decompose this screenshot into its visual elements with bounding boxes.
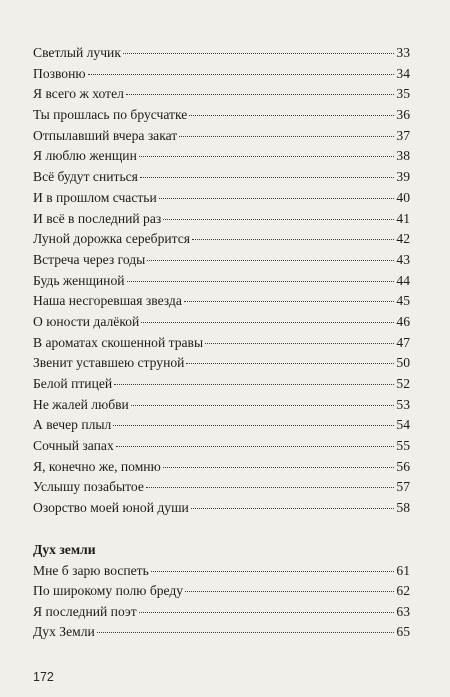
- toc-entry-page: 50: [396, 355, 410, 371]
- toc-section-2: [33, 561, 410, 643]
- section-spacer: [33, 519, 410, 539]
- toc-entry-page: 38: [396, 148, 410, 164]
- toc-entry: [33, 498, 410, 519]
- toc-entry-title: Встреча через годы: [33, 251, 146, 267]
- toc-entry-title: А вечер плыл: [33, 417, 112, 433]
- dot-leader: [184, 301, 395, 302]
- toc-entry-title: Луной дорожка серебрится: [33, 231, 191, 247]
- toc-entry: [33, 415, 410, 436]
- toc-entry: [33, 250, 410, 271]
- toc-entry: [33, 126, 410, 147]
- toc-entry-title: По широкому полю бреду: [33, 583, 184, 599]
- toc-entry: [33, 105, 410, 126]
- toc-entry: [33, 457, 410, 478]
- toc-entry-page: 54: [396, 417, 410, 433]
- page-number: 172: [33, 670, 54, 684]
- toc-entry: [33, 291, 410, 312]
- dot-leader: [116, 446, 395, 447]
- toc-entry-title: Ты прошлась по брусчатке: [33, 107, 188, 123]
- toc-entry-title: В ароматах скошенной травы: [33, 334, 204, 350]
- toc-entry-page: 34: [396, 65, 410, 81]
- toc-entry: [33, 395, 410, 416]
- toc-entry-page: 47: [396, 334, 410, 350]
- toc-section-1: [33, 43, 410, 519]
- dot-leader: [126, 94, 394, 95]
- dot-leader: [192, 239, 394, 240]
- dot-leader: [159, 198, 395, 199]
- toc-entry: [33, 477, 410, 498]
- toc-entry-title: Я последний поэт: [33, 603, 137, 619]
- dot-leader: [191, 508, 395, 509]
- toc-entry-page: 62: [396, 583, 410, 599]
- toc-entry-page: 43: [396, 251, 410, 267]
- toc-entry: [33, 581, 410, 602]
- dot-leader: [179, 136, 394, 137]
- toc-entry-page: 61: [396, 562, 410, 578]
- toc-entry: [33, 436, 410, 457]
- toc-entry-title: Я люблю женщин: [33, 148, 137, 164]
- dot-leader: [139, 156, 395, 157]
- toc-entry-title: Мне б зарю воспеть: [33, 562, 149, 578]
- dot-leader: [163, 219, 394, 220]
- table-of-contents: [33, 43, 410, 643]
- toc-entry-title: Дух Земли: [33, 624, 95, 640]
- toc-entry: [33, 64, 410, 85]
- toc-entry: [33, 188, 410, 209]
- toc-entry-title: И всё в последний раз: [33, 210, 162, 226]
- toc-entry: [33, 146, 410, 167]
- toc-entry: [33, 43, 410, 64]
- toc-entry-title: Отпылавший вчера закат: [33, 127, 178, 143]
- toc-entry-title: Всё будут сниться: [33, 169, 138, 185]
- dot-leader: [146, 487, 395, 488]
- toc-entry-page: 33: [396, 45, 410, 60]
- toc-entry-page: 53: [396, 396, 410, 412]
- toc-entry-page: 63: [396, 603, 410, 619]
- toc-entry-page: 41: [396, 210, 410, 226]
- dot-leader: [185, 591, 394, 592]
- toc-entry-title: Будь женщиной: [33, 272, 125, 288]
- toc-entry-title: О юности далёкой: [33, 313, 140, 329]
- toc-entry-page: 37: [396, 127, 410, 143]
- toc-entry: [33, 271, 410, 292]
- toc-entry: [33, 167, 410, 188]
- toc-entry-title: Я, конечно же, помню: [33, 458, 161, 474]
- toc-entry-page: 40: [396, 189, 410, 205]
- toc-entry-page: 57: [396, 479, 410, 495]
- toc-entry-page: 36: [396, 107, 410, 123]
- toc-entry-title: Светлый лучик: [33, 45, 121, 60]
- dot-leader: [186, 363, 394, 364]
- toc-entry-page: 35: [396, 86, 410, 102]
- dot-leader: [139, 612, 395, 613]
- dot-leader: [140, 177, 394, 178]
- toc-entry: [33, 229, 410, 250]
- dot-leader: [131, 405, 395, 406]
- toc-entry-title: Сочный запах: [33, 438, 114, 454]
- toc-entry: [33, 602, 410, 623]
- toc-entry-page: 45: [396, 293, 410, 309]
- toc-entry-page: 42: [396, 231, 410, 247]
- toc-entry-title: Наша несгоревшая звезда: [33, 293, 182, 309]
- toc-entry-page: 58: [396, 500, 410, 516]
- toc-entry: [33, 333, 410, 354]
- toc-entry-title: Услышу позабытое: [33, 479, 144, 495]
- dot-leader: [151, 571, 395, 572]
- toc-entry-page: 39: [396, 169, 410, 185]
- toc-entry-title: Позвоню: [33, 65, 86, 81]
- dot-leader: [163, 467, 395, 468]
- toc-entry-page: 46: [396, 313, 410, 329]
- toc-entry-title: Звенит уставшею струной: [33, 355, 185, 371]
- toc-entry-title: Белой птицей: [33, 376, 113, 391]
- toc-entry-page: 52: [396, 376, 410, 391]
- toc-entry: [33, 84, 410, 105]
- toc-entry-title: Я всего ж хотел: [33, 86, 124, 102]
- toc-entry-page: 65: [396, 624, 410, 640]
- dot-leader: [114, 384, 394, 385]
- dot-leader: [147, 260, 394, 261]
- toc-entry-page: 44: [396, 272, 410, 288]
- section-heading: Дух земли: [33, 541, 96, 557]
- toc-entry: [33, 622, 410, 643]
- toc-entry-title: Не жалей любви: [33, 396, 129, 412]
- toc-entry-title: И в прошлом счастьи: [33, 189, 157, 205]
- dot-leader: [127, 281, 395, 282]
- toc-entry: [33, 209, 410, 230]
- toc-entry-page: 55: [396, 438, 410, 454]
- dot-leader: [113, 425, 394, 426]
- toc-entry: [33, 561, 410, 582]
- toc-entry-page: 56: [396, 458, 410, 474]
- toc-entry: [33, 374, 410, 395]
- dot-leader: [123, 53, 394, 54]
- toc-entry-title: Озорство моей юной души: [33, 500, 189, 516]
- toc-entry: [33, 312, 410, 333]
- toc-entry: [33, 353, 410, 374]
- dot-leader: [141, 322, 394, 323]
- dot-leader: [189, 115, 394, 116]
- dot-leader: [205, 343, 394, 344]
- dot-leader: [88, 74, 395, 75]
- dot-leader: [97, 632, 395, 633]
